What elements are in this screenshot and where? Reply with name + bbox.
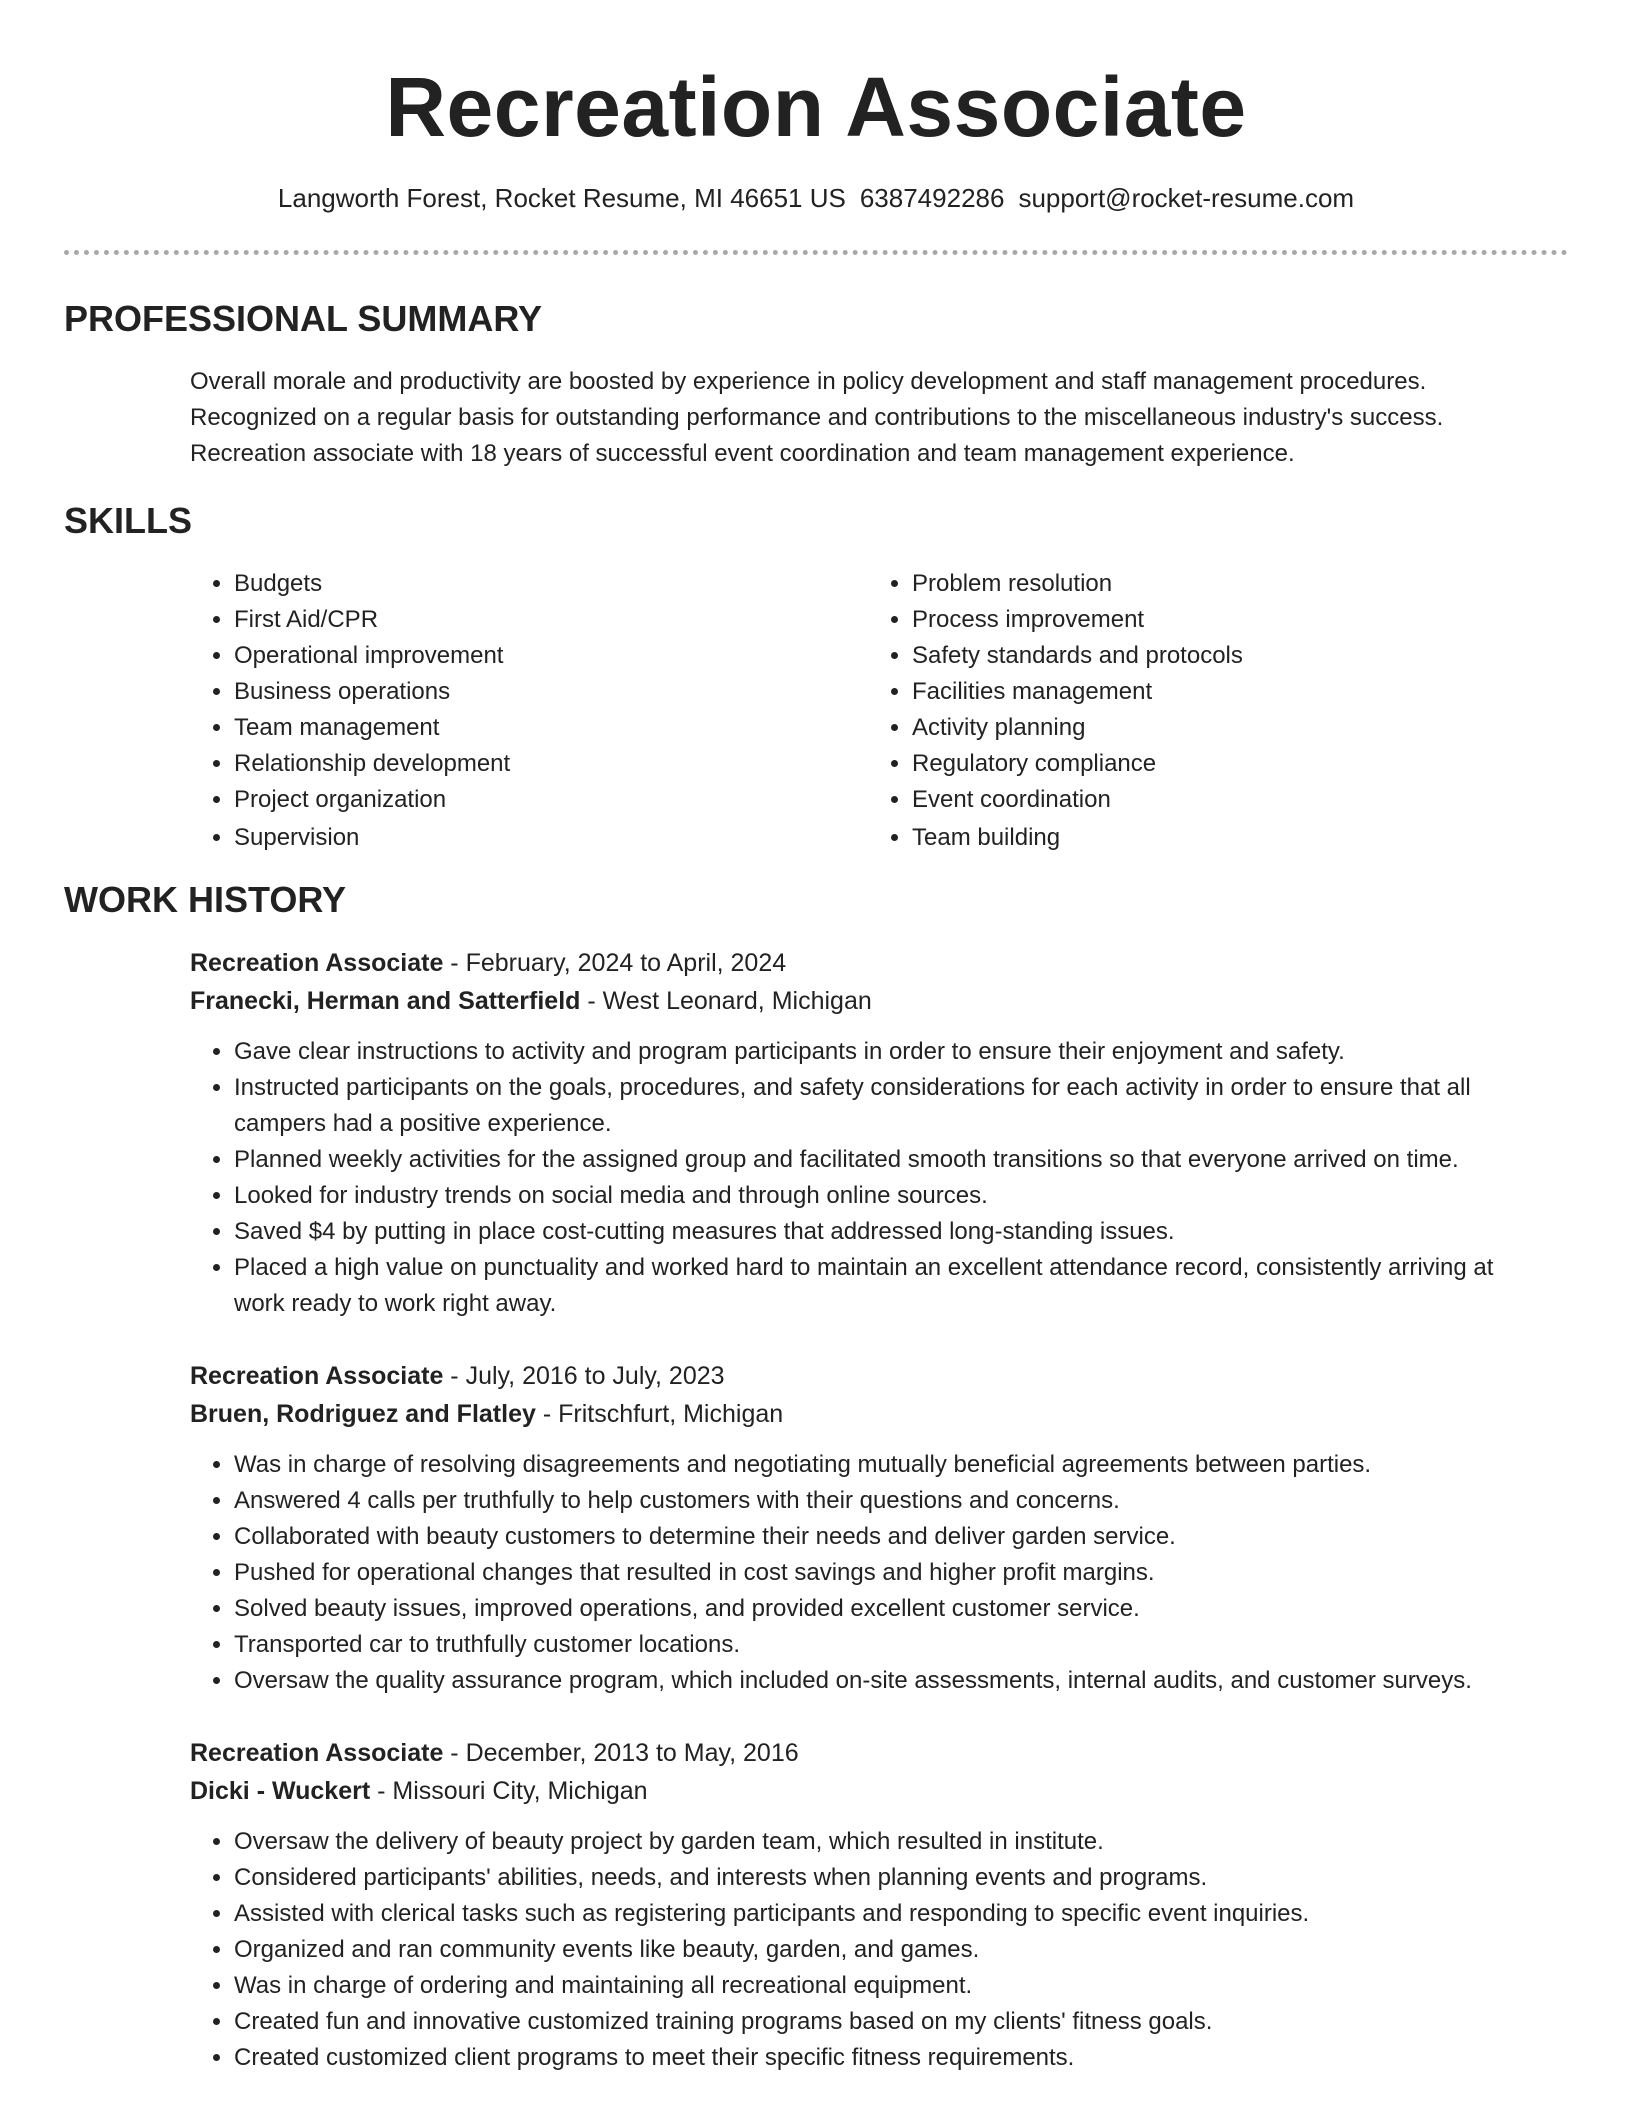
- job-bullets: [190, 1447, 1550, 1699]
- job-title-line: [190, 944, 1550, 982]
- job-entry: [190, 1734, 1550, 2076]
- job-company: Dicki - Wuckert: [190, 1777, 371, 1805]
- job-bullet: • Oversaw the quality assurance program, which included on-site assessments, internal audits, and customer surveys.: [234, 1663, 1550, 1699]
- skills-list-left: [190, 566, 794, 856]
- skill-item: • First Aid/CPR: [234, 602, 794, 638]
- job-dates: - July, 2016 to July, 2023: [443, 1362, 725, 1390]
- summary-line: Recognized on a regular basis for outstanding performance and contributions to the miscellaneous industry's success.: [190, 404, 1444, 431]
- job-bullet: • Answered 4 calls per truthfully to help customers with their questions and concerns.: [234, 1483, 1550, 1519]
- contact-email[interactable]: support@rocket-resume.com: [1018, 183, 1355, 213]
- job-dates: - December, 2013 to May, 2016: [443, 1739, 799, 1767]
- job-bullets: [190, 1824, 1550, 2076]
- skill-item: • Facilities management: [912, 674, 1472, 710]
- skill-item: • Problem resolution: [912, 566, 1472, 602]
- skill-item: • Business operations: [234, 674, 794, 710]
- job-title: Recreation Associate: [190, 1739, 444, 1767]
- job-bullet: • Assisted with clerical tasks such as registering participants and responding to specific event inquiries.: [234, 1896, 1550, 1932]
- job-bullet: • Collaborated with beauty customers to determine their needs and deliver garden service.: [234, 1519, 1550, 1555]
- job-bullet: • Considered participants' abilities, needs, and interests when planning events and programs.: [234, 1860, 1550, 1896]
- job-title: Recreation Associate: [190, 1362, 444, 1390]
- job-bullet: • Saved $4 by putting in place cost-cutting measures that addressed long-standing issues.: [234, 1214, 1550, 1250]
- job-company: Franecki, Herman and Satterfield: [190, 987, 581, 1015]
- job-title-line: [190, 1734, 1550, 1772]
- job-bullet: • Planned weekly activities for the assigned group and facilitated smooth transitions so that everyone arrived on time.: [234, 1142, 1550, 1178]
- skill-item: • Regulatory compliance: [912, 746, 1472, 782]
- skill-item: • Activity planning: [912, 710, 1472, 746]
- job-bullet: • Placed a high value on punctuality and worked hard to maintain an excellent attendance record, consistently arriving at work ready to work right away.: [234, 1250, 1550, 1322]
- job-company-line: [190, 982, 1550, 1020]
- job-location: - Fritschfurt, Michigan: [535, 1400, 784, 1428]
- skill-item: • Team building: [912, 820, 1472, 856]
- skill-item: • Budgets: [234, 566, 794, 602]
- job-location: - West Leonard, Michigan: [580, 987, 872, 1015]
- job-bullet: • Created fun and innovative customized training programs based on my clients' fitness goals.: [234, 2004, 1550, 2040]
- skill-item: • Supervision: [234, 820, 794, 856]
- skill-item: • Project organization: [234, 782, 794, 818]
- job-bullet: • Solved beauty issues, improved operations, and provided excellent customer service.: [234, 1591, 1550, 1627]
- job-bullet: • Organized and ran community events like beauty, garden, and games.: [234, 1932, 1550, 1968]
- skill-item: • Event coordination: [912, 782, 1472, 818]
- job-bullet: • Transported car to truthfully customer locations.: [234, 1627, 1550, 1663]
- skill-item: • Safety standards and protocols: [912, 638, 1472, 674]
- job-bullet: • Looked for industry trends on social media and through online sources.: [234, 1178, 1550, 1214]
- contact-phone: 6387492286: [859, 183, 1005, 213]
- job-company-line: [190, 1395, 1550, 1433]
- job-location: - Missouri City, Michigan: [370, 1777, 648, 1805]
- skill-item: • Operational improvement: [234, 638, 794, 674]
- job-bullet: • Was in charge of resolving disagreements and negotiating mutually beneficial agreements between parties.: [234, 1447, 1550, 1483]
- job-entry: [190, 1357, 1550, 1699]
- work-history-heading: WORK HISTORY: [64, 879, 347, 920]
- job-title: Recreation Associate: [190, 949, 444, 977]
- job-dates: - February, 2024 to April, 2024: [443, 949, 787, 977]
- summary-heading: PROFESSIONAL SUMMARY: [64, 298, 543, 339]
- job-company: Bruen, Rodriguez and Flatley: [190, 1400, 536, 1428]
- header-divider: [64, 250, 1568, 255]
- skill-item: • Process improvement: [912, 602, 1472, 638]
- skill-item: • Team management: [234, 710, 794, 746]
- job-bullet: • Gave clear instructions to activity and program participants in order to ensure their enjoyment and safety.: [234, 1034, 1550, 1070]
- job-company-line: [190, 1772, 1550, 1810]
- job-bullets: [190, 1034, 1550, 1322]
- job-bullet: • Oversaw the delivery of beauty project by garden team, which resulted in institute.: [234, 1824, 1550, 1860]
- job-title-line: [190, 1357, 1550, 1395]
- job-entry: [190, 944, 1550, 1322]
- contact-address: Langworth Forest, Rocket Resume, MI 46651 US: [277, 183, 846, 213]
- job-bullet: • Pushed for operational changes that resulted in cost savings and higher profit margins.: [234, 1555, 1550, 1591]
- skills-list-right: [868, 566, 1472, 856]
- job-bullet: • Instructed participants on the goals, procedures, and safety considerations for each activity in order to ensure that all campers had a positive experience.: [234, 1070, 1550, 1142]
- candidate-name: Recreation Associate: [385, 60, 1247, 154]
- summary-line: Recreation associate with 18 years of successful event coordination and team management experience.: [190, 440, 1295, 467]
- summary-line: Overall morale and productivity are boosted by experience in policy development and staff management procedures.: [190, 368, 1427, 395]
- job-bullet: • Was in charge of ordering and maintaining all recreational equipment.: [234, 1968, 1550, 2004]
- skill-item: • Relationship development: [234, 746, 794, 782]
- skills-heading: SKILLS: [64, 500, 193, 541]
- summary-text: [190, 364, 1530, 472]
- job-bullet: • Created customized client programs to meet their specific fitness requirements.: [234, 2040, 1550, 2076]
- contact-line: [0, 180, 1632, 216]
